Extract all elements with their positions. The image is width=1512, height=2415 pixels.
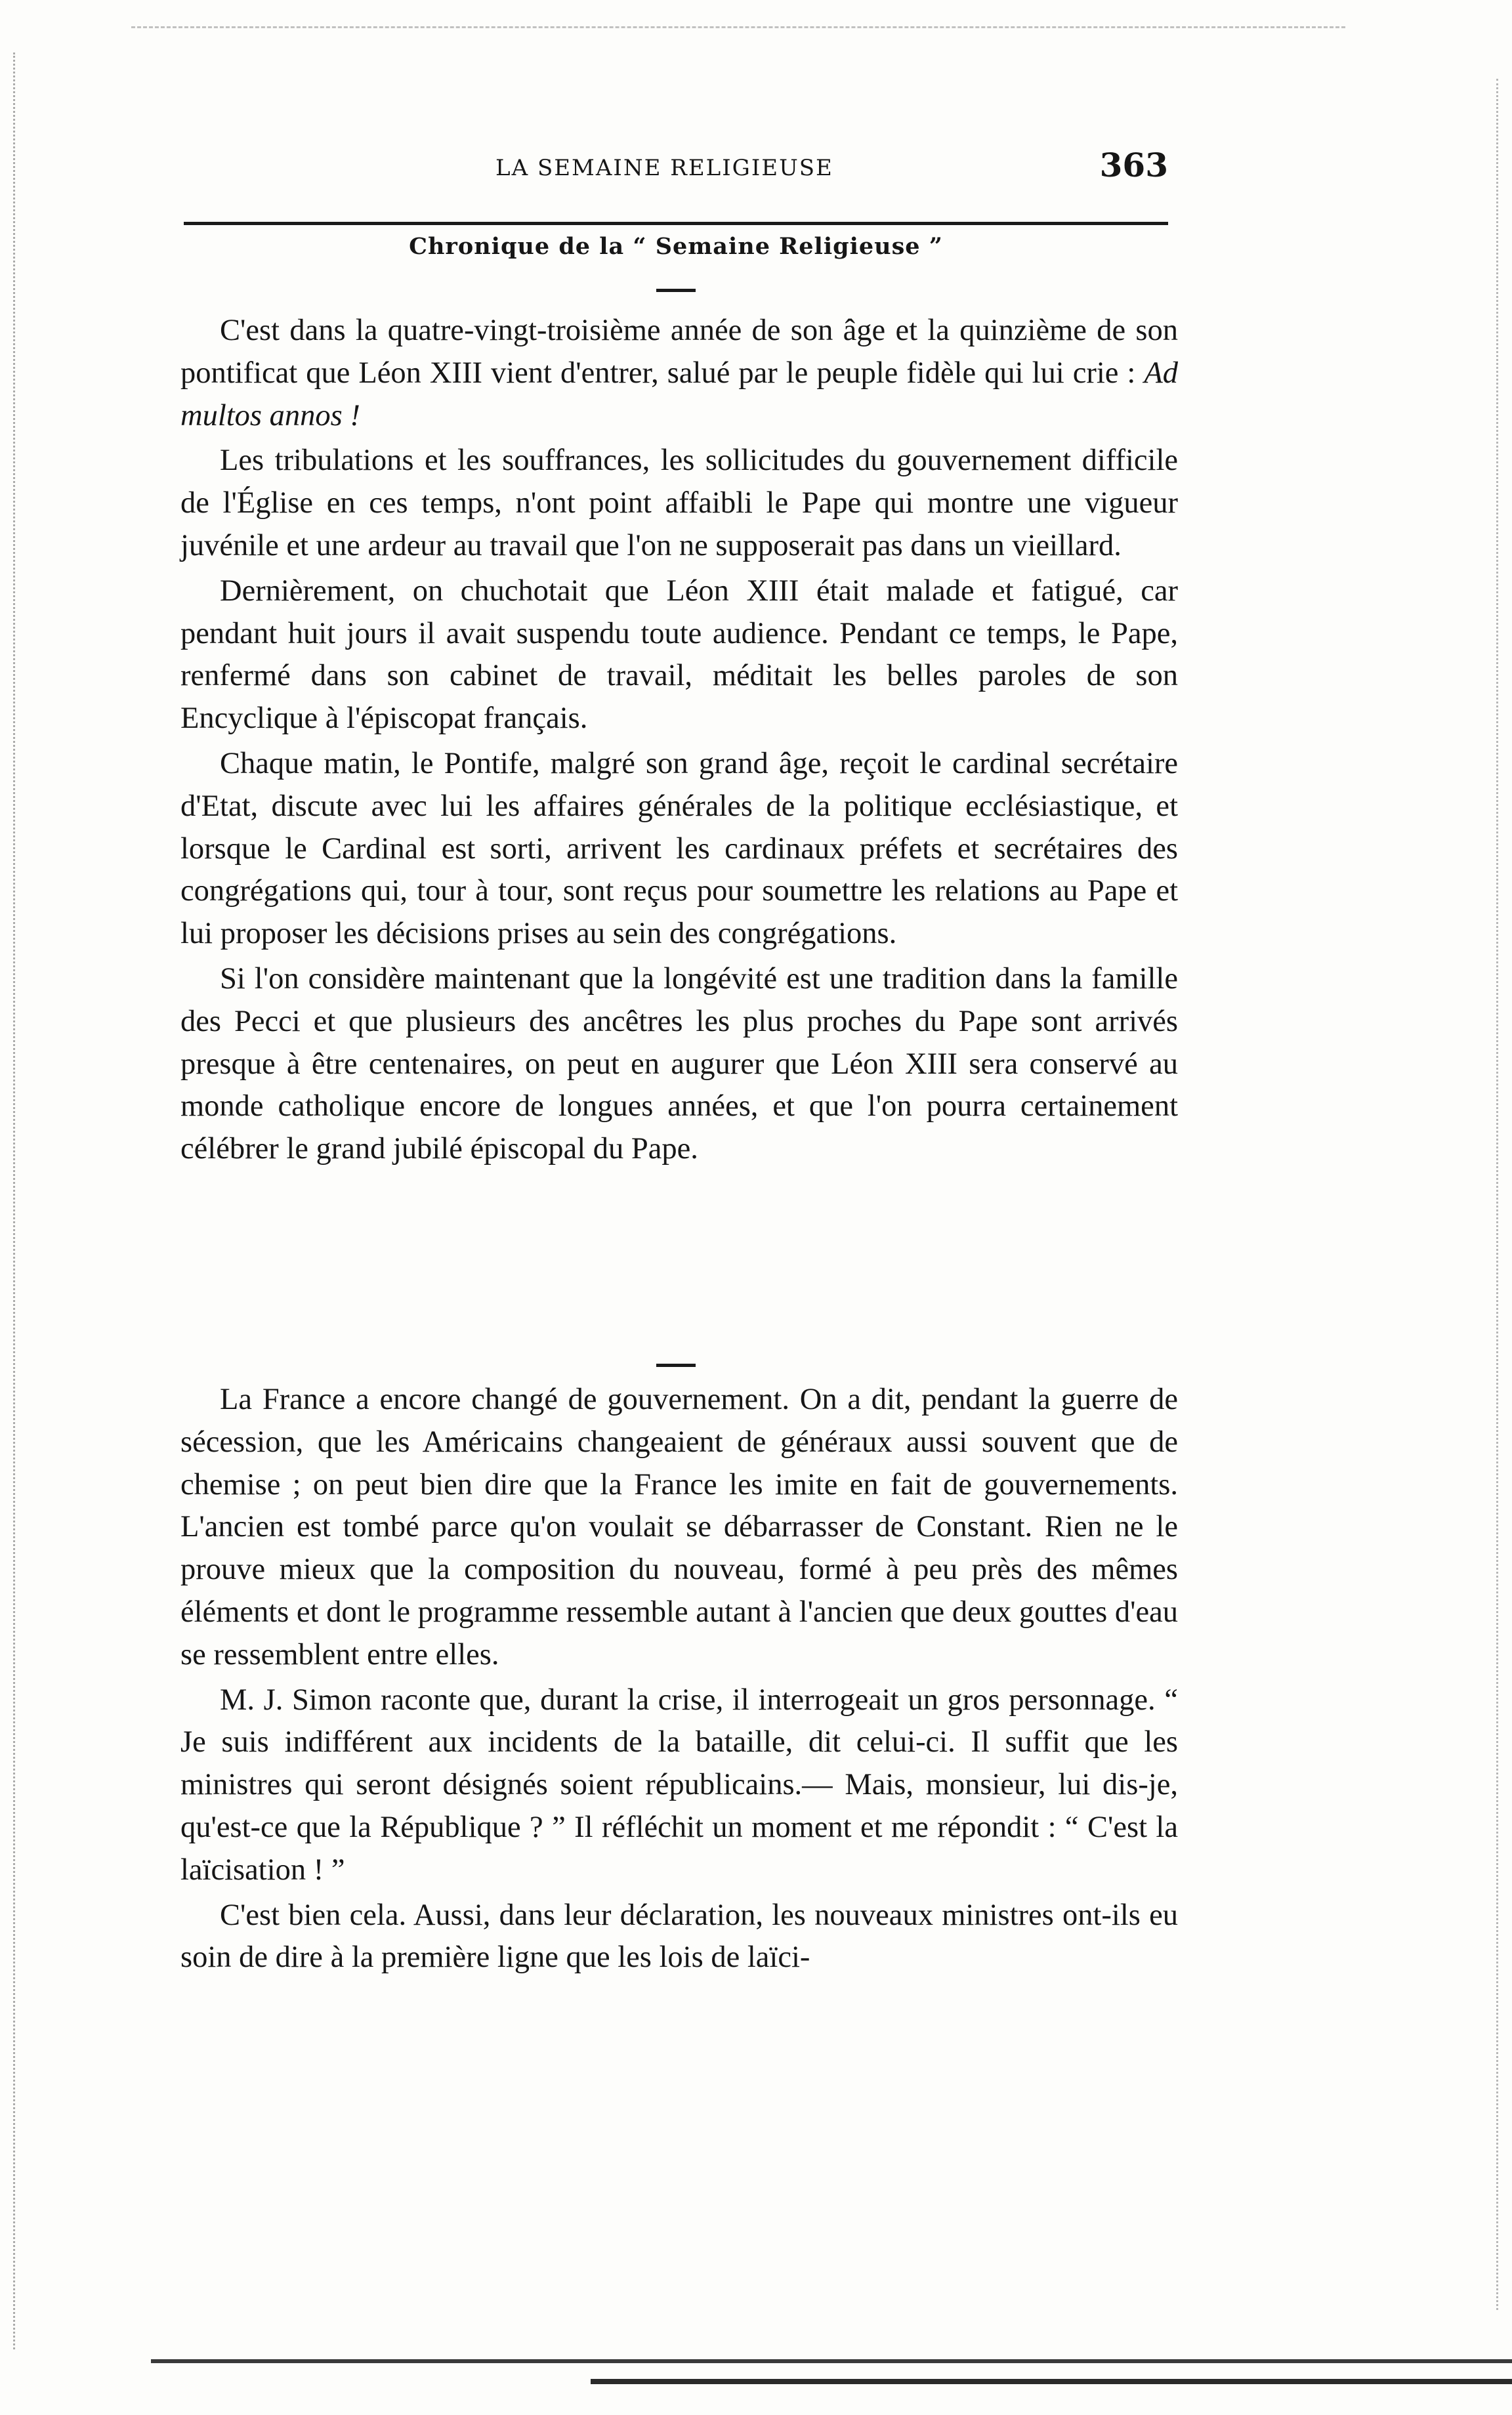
- scan-artifact-bottom: [151, 2359, 1512, 2363]
- paragraph: M. J. Simon raconte que, durant la crise, il interrogeait un gros personnage. “ Je suis indifférent aux incidents de la bataille, dit celui-ci. Il suffit que les ministres qui seront désignés soient républicains.— Mais, monsieur, lui dis-je, qu'est-ce que la République ? ” Il réfléchit un moment et me répondit : “ C'est la laïcisation ! ”: [180, 1683, 1178, 1887]
- page-number: 363: [1099, 146, 1168, 184]
- paragraph-text: C'est dans la quatre-vingt-troisième année de son âge et la quinzième de son pontificat que Léon XIII vient d'entrer, salué par le peuple fidèle qui lui crie :: [180, 314, 1178, 390]
- scan-artifact-left-margin: [13, 52, 61, 2349]
- running-header: [197, 146, 1168, 192]
- paragraph: Dernièrement, on chuchotait que Léon XIII était malade et fatigué, car pendant huit jours il avait suspendu toute audience. Pendant ce temps, le Pape, renfermé dans son cabinet de travail, méditait les belles paroles de son Encyclique à l'épiscopat français.: [180, 574, 1178, 736]
- paragraph: La France a encore changé de gouvernement. On a dit, pendant la guerre de sécession, que les Américains changeaient de généraux aussi souvent que de chemise ; on peut bien dire que la France les imite en fait de gouvernements. L'ancien est tombé parce qu'on voulait se débarrasser de Constant. Rien ne le prouve mieux que la composition du nouveau, formé à peu près des mêmes éléments et dont le programme ressemble autant à l'ancien que deux gouttes d'eau se ressemblent entre elles.: [180, 1383, 1178, 1671]
- scan-artifact-bottom-edge: [591, 2379, 1512, 2384]
- header-rule: [184, 222, 1168, 225]
- paragraph: [180, 310, 1178, 437]
- section-heading: Chronique de la “ Semaine Religieuse ”: [409, 233, 943, 260]
- scan-artifact-right-margin: [1457, 79, 1498, 2310]
- article-section-government: [180, 1379, 1178, 1982]
- paragraph: C'est bien cela. Aussi, dans leur déclaration, les nouveaux ministres ont-ils eu soin de dire à la première ligne que les lois de laïci-: [180, 1898, 1178, 1975]
- heading-dash: [656, 289, 696, 292]
- article-section-pope: [180, 310, 1178, 1173]
- running-title: LA SEMAINE RELIGIEUSE: [495, 155, 833, 181]
- paragraph: Chaque matin, le Pontife, malgré son grand âge, reçoit le cardinal secrétaire d'Etat, discute avec lui les affaires générales de la politique ecclésiastique, et lorsque le Cardinal est sorti, arrivent les cardinaux préfets et secrétaires des congrégations qui, tour à tour, sont reçus pour soumettre les relations au Pape et lui proposer les décisions prises au sein des congrégations.: [180, 746, 1178, 951]
- italic-exclamation: Ad multos annos !: [180, 356, 1178, 432]
- scan-artifact-top: [131, 26, 1345, 28]
- section-separator: [656, 1364, 696, 1367]
- paragraph: Les tribulations et les souffrances, les sollicitudes du gouvernement difficile de l'Église en ces temps, n'ont point affaibli le Pape qui montre une vigueur juvénile et une ardeur au travail que l'on ne supposerait pas dans un vieillard.: [180, 444, 1178, 562]
- paragraph: Si l'on considère maintenant que la longévité est une tradition dans la famille des Pecci et que plusieurs des ancêtres les plus proches du Pape sont arrivés presque à être centenaires, on peut en augurer que Léon XIII sera conservé au monde catholique encore de longues années, et que l'on pourra certainement célébrer le grand jubilé épiscopal du Pape.: [180, 961, 1178, 1166]
